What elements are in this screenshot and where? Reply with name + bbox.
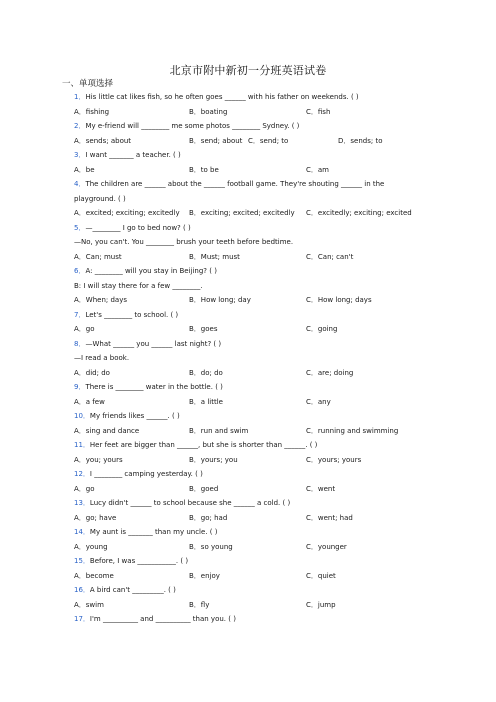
options-line [74,569,426,584]
question-number: 17． [74,615,90,623]
question-line [74,496,426,511]
option-a: A．did; do [74,368,110,377]
option-b: B．to be [189,165,219,174]
question-line [74,380,426,395]
option-c: C．am [306,165,329,174]
options-line [74,366,426,381]
option-b: B．Must; must [189,252,240,261]
question-line [74,583,426,598]
option-b: B．boating [189,107,228,116]
option-a: A．a few [74,397,105,406]
question-line [74,467,426,482]
option-a: A．swim [74,600,104,609]
options-line [74,598,426,613]
option-c: C．quiet [306,571,336,580]
option-a: A．sing and dance [74,426,140,435]
option-a: A．sends; about [74,136,132,145]
options-line [74,250,426,265]
option-a: A．young [74,542,108,551]
option-b: B．exciting; excited; excitedly [189,209,295,217]
question-text: Lucy didn't ______ to school because she ______ a cold. ( ) [89,499,291,507]
option-b: B．goes [189,325,218,333]
options-line [74,293,426,308]
options-line [74,134,426,149]
question-line [74,337,426,352]
option-a: A．fishing [74,107,110,116]
section-heading: 一、单项选择 [62,79,114,89]
question-text: —What ______ you ______ last night? ( ) [85,339,222,348]
question-line [74,90,426,105]
question-number: 1． [74,93,86,101]
question-number: 16． [74,586,90,594]
option-a: A．excited; exciting; excitedly [74,209,180,217]
option-b: B．How long; day [189,296,251,304]
question-number: 15． [74,557,90,565]
option-c: C．running and swimming [306,426,399,435]
option-c: C．went [306,484,336,493]
page-title: 北京市附中新初一分班英语试卷 [169,64,327,77]
question-number: 4． [74,180,86,188]
options-line [74,453,426,468]
option-a: A．go [74,325,95,333]
option-c: C．fish [306,107,331,116]
question-text: His little cat likes fish, so he often goes ______ with his father on weekends. ( ) [85,93,359,101]
option-b: B．go; had [189,513,228,522]
question-number: 9． [74,383,86,391]
question-line [74,612,426,627]
option-a: A．be [74,165,95,174]
question-text: B: I will stay there for a few ________. [74,281,203,290]
question-line [74,264,426,279]
option-c: C．went; had [306,513,353,522]
option-c: C．yours; yours [306,455,362,464]
text-line [74,279,426,294]
option-b: B．enjoy [189,571,220,580]
options-line [74,482,426,497]
question-number: 10． [74,412,90,420]
question-text: I ________ camping yesterday. ( ) [89,470,203,478]
text-line [74,351,426,366]
question-text: —________ I go to bed now? ( ) [85,223,191,232]
question-line [74,554,426,569]
question-text: I'm __________ and __________ than you. ( ) [89,615,236,623]
question-line [74,525,426,540]
option-c: C．Can; can't [306,252,354,261]
question-list [74,90,426,627]
question-line [74,409,426,424]
options-line [74,322,426,337]
option-b: B．do; do [189,368,223,377]
options-line [74,511,426,526]
option-c: C．send; to [248,136,289,145]
question-line [74,221,426,236]
question-text: —I read a book. [74,354,130,362]
option-b: B．goed [189,484,219,493]
question-text: There is ________ water in the bottle. ( ) [85,383,223,391]
option-a: A．you; yours [74,455,123,464]
option-b: B．yours; you [189,455,238,464]
question-text: The children are ______ about the ______ football game. They're shouting ______ in the [85,180,385,188]
options-line [74,105,426,120]
option-a: A．go; have [74,513,117,522]
question-number: 3． [74,151,86,159]
option-a: A．When; days [74,296,127,304]
question-text: Let's ________ to school. ( ) [85,310,179,319]
options-line [74,395,426,410]
question-text: My friends likes ______. ( ) [89,412,180,420]
option-a: A．go [74,484,95,493]
question-text: My aunt is _______ than my uncle. ( ) [89,528,218,536]
question-text: A: ________ will you stay in Beijing? ( ) [85,267,217,275]
question-line [74,119,426,134]
question-text: —No, you can't. You ________ brush your teeth before bedtime. [74,238,294,246]
question-number: 14． [74,528,90,536]
question-number: 6． [74,267,86,275]
text-line [74,235,426,250]
options-line [74,540,426,555]
options-line [74,424,426,439]
option-c: C．excitedly; exciting; excited [306,209,412,217]
option-c: C．jump [306,600,336,609]
options-line [74,206,426,221]
option-b: B．fly [189,600,210,609]
question-number: 13． [74,499,90,507]
option-b: B．run and swim [189,426,249,435]
option-a: A．Can; must [74,252,122,261]
option-d: D．sends; to [338,136,383,145]
question-number: 12． [74,470,90,478]
question-text: playground. ( ) [74,194,126,203]
question-text: I want _______ a teacher. ( ) [85,151,181,159]
option-c: C．How long; days [306,296,372,304]
question-line [74,438,426,453]
question-number: 2． [74,122,86,130]
question-line [74,177,426,192]
question-text: Before, I was ___________. ( ) [89,557,189,565]
question-text: A bird can't _________. ( ) [89,586,176,594]
question-number: 7． [74,310,86,319]
text-line [74,192,426,207]
option-b: B．send; about [189,136,243,145]
option-a: A．become [74,571,114,580]
option-b: B．a little [189,397,223,406]
question-line [74,148,426,163]
question-text: My e-friend will ________ me some photos ________ Sydney. ( ) [85,122,300,130]
question-text: Her feet are bigger than ______, but she is shorter than ______. ( ) [89,441,318,449]
question-number: 11． [74,441,90,449]
option-c: C．any [306,397,331,406]
question-number: 5． [74,223,86,232]
options-line [74,163,426,178]
option-b: B．so young [189,542,233,551]
question-number: 8． [74,339,86,348]
option-c: C．are; doing [306,368,354,377]
question-line [74,308,426,323]
option-c: C．younger [306,542,347,551]
option-c: C．going [306,325,338,333]
